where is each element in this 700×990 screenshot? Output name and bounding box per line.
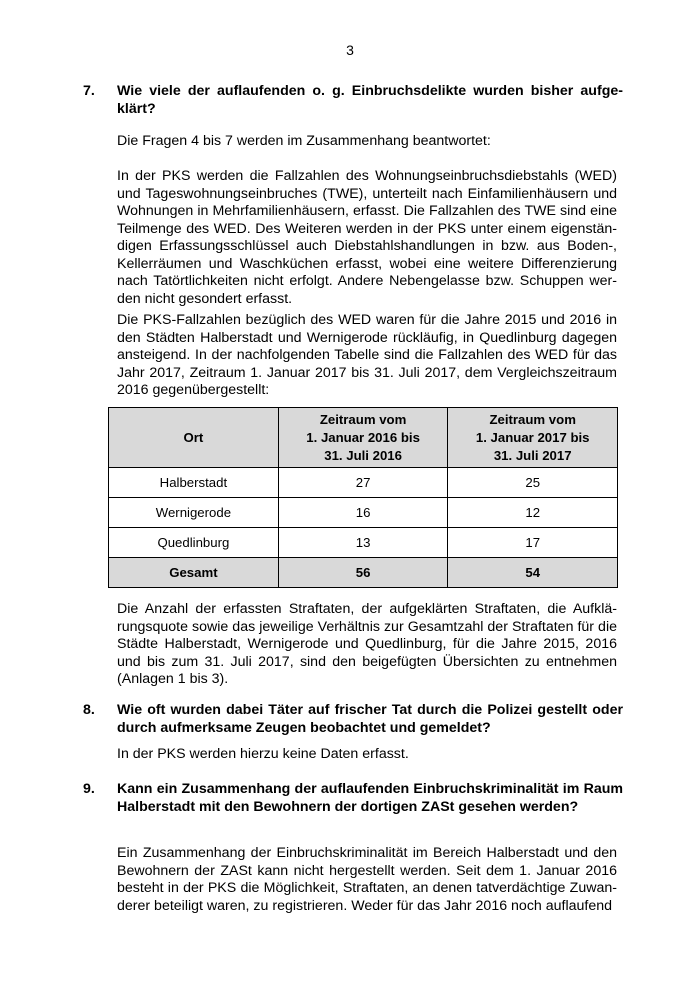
question-number: 7.: [83, 83, 95, 99]
answer-q8: In der PKS werden hierzu keine Daten erfasst.: [117, 746, 409, 762]
cell-2017: 12: [448, 498, 618, 528]
table-header-row: [109, 408, 618, 468]
cell-ort: Halberstadt: [109, 468, 279, 498]
cell-ort: Gesamt: [109, 558, 279, 588]
cell-2017: 17: [448, 528, 618, 558]
cell-2017: 25: [448, 468, 618, 498]
table-row: [109, 468, 618, 498]
question-text: Kann ein Zusammenhang der auflaufenden Einbruchskriminalität im Raum Halberstadt mit den Bewohnern der dortigen ZASt gesehen werden?: [117, 781, 623, 815]
table-row: [109, 498, 618, 528]
question-number: 8.: [83, 702, 95, 718]
cell-ort: Wernigerode: [109, 498, 279, 528]
cell-ort: Quedlinburg: [109, 528, 279, 558]
header-ort: Ort: [109, 408, 279, 468]
header-2016: [278, 408, 448, 468]
answer-paragraph-2: Die PKS-Fallzahlen bezüglich des WED waren für die Jahre 2015 und 2016 in den Städten Halberstadt und Wernigerode rückläufig, in Quedlinburg dagegen ansteigend. In der nachfolgenden Tabelle sind die Fallzahlen des WED für das Jahr 2017, Zeitraum 1. Januar 2017 bis 31. Juli 2017, dem Vergleichszeitraum 2016 gegenübergestellt:: [117, 312, 617, 398]
header-2017-line-1: Zeitraum vom: [489, 411, 576, 427]
cell-2016: 56: [278, 558, 448, 588]
question-text: Wie viele der auflaufenden o. g. Einbruchsdelikte wurden bisher aufgeklärt?: [117, 83, 623, 117]
case-count-table: [108, 407, 618, 588]
answer-intro: Die Fragen 4 bis 7 werden im Zusammenhang beantwortet:: [117, 133, 491, 149]
cell-2016: 27: [278, 468, 448, 498]
cell-2017: 54: [448, 558, 618, 588]
cell-2016: 13: [278, 528, 448, 558]
answer-paragraph-3: Die Anzahl der erfassten Straftaten, der aufgeklärten Straftaten, die Aufklärungsquote sowie das jeweilige Verhältnis zur Gesamtzahl der Straftaten für die Städte Halberstadt, Wernigerode und Quedlinburg, für die Jahre 2015, 2016 und bis zum 31. Juli 2017, sind den beigefügten Übersichten zu entnehmen (Anlagen 1 bis 3).: [117, 601, 617, 687]
table-total-row: [109, 558, 618, 588]
table-row: [109, 528, 618, 558]
answer-paragraph-1: In der PKS werden die Fallzahlen des Wohnungseinbruchsdiebstahls (WED) und Tageswohnungseinbruches (TWE), unterteilt nach Einfamilienhäusern und Wohnungen in Mehrfamilienhäusern, erfasst. Die Fallzahlen des TWE sind eine Teilmenge des WED. Des Weiteren werden in der PKS unter einem eigenständigen Erfassungsschlüssel auch Diebstahlshandlungen in bzw. aus Boden-, Kellerräumen und Waschküchen erfasst, wobei eine weitere Differenzierung nach Tatörtlichkeiten nicht erfolgt. Andere Nebengelasse bzw. Schuppen werden nicht gesondert erfasst.: [117, 168, 617, 307]
cell-2016: 16: [278, 498, 448, 528]
header-2016-line-1: Zeitraum vom: [319, 411, 407, 427]
header-2017-line-3: 31. Juli 2017: [493, 447, 572, 463]
answer-q9: Ein Zusammenhang der Einbruchskriminalität im Bereich Halberstadt und den Bewohnern der ZASt kann nicht hergestellt werden. Seit dem 1. Januar 2016 besteht in der PKS die Möglichkeit, Straftaten, an denen tatverdächtige Zuwanderer beteiligt waren, zu registrieren. Weder für das Jahr 2016 noch auflaufend: [117, 845, 617, 914]
header-2016-line-2: 1. Januar 2016 bis: [306, 429, 420, 445]
header-2016-line-3: 31. Juli 2016: [324, 447, 402, 463]
question-number: 9.: [83, 781, 95, 797]
question-text: Wie oft wurden dabei Täter auf frischer Tat durch die Polizei gestellt oder durch aufmerksame Zeugen beobachtet und gemeldet?: [117, 702, 623, 736]
header-2017: [448, 408, 618, 468]
page-number: 3: [346, 42, 354, 58]
header-2017-line-2: 1. Januar 2017 bis: [475, 429, 590, 445]
